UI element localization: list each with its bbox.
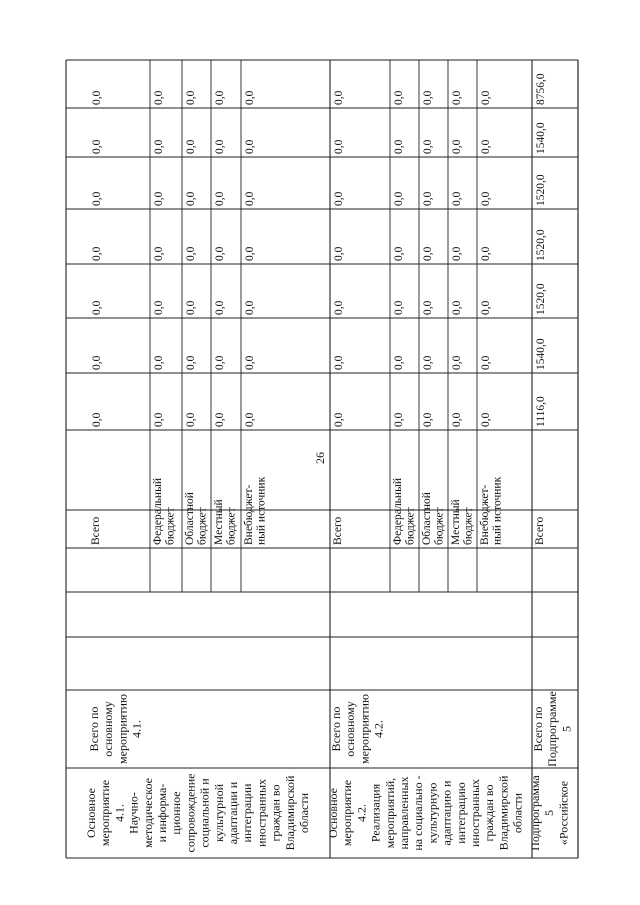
total-label-line: 4.1. bbox=[129, 720, 144, 738]
value-cell: 0,0 bbox=[91, 246, 103, 261]
measure-name-line: методическое bbox=[140, 778, 155, 848]
value-cell: 0,0 bbox=[153, 90, 165, 105]
value-cell: 0,0 bbox=[393, 191, 405, 206]
total-label-line: основному bbox=[343, 701, 358, 757]
value-cell: 0,0 bbox=[91, 355, 103, 370]
source-label-line: Областной bbox=[184, 492, 196, 545]
total-label-line: Всего по bbox=[87, 706, 101, 752]
value-cell: 0,0 bbox=[451, 300, 463, 315]
source-label-line: Местный bbox=[213, 499, 225, 545]
total-label-line: 5 bbox=[559, 726, 574, 732]
value-cell: 0,0 bbox=[393, 139, 405, 154]
measure-name-line: Подпрограмма bbox=[528, 775, 542, 851]
value-cell: 0,0 bbox=[422, 191, 434, 206]
table-text bbox=[84, 73, 573, 852]
value-cell: 1520,0 bbox=[535, 229, 547, 261]
measure-name-line: на социально - bbox=[411, 775, 426, 851]
measure-name-line: адаптацию и bbox=[439, 780, 454, 846]
value-cell: 0,0 bbox=[451, 355, 463, 370]
total-label-line: Подпрограмме bbox=[545, 691, 560, 767]
value-cell: 0,0 bbox=[393, 412, 405, 427]
value-cell: 0,0 bbox=[214, 139, 226, 154]
value-cell: 0,0 bbox=[153, 300, 165, 315]
measure-name-line: интеграцию bbox=[453, 782, 468, 844]
source-label-line: бюджет bbox=[225, 507, 238, 545]
value-cell: 1116,0 bbox=[535, 396, 547, 427]
value-cell: 0,0 bbox=[214, 90, 226, 105]
value-cell: 0,0 bbox=[451, 412, 463, 427]
measure-name-line: Научно- bbox=[126, 792, 141, 834]
value-cell: 0,0 bbox=[91, 412, 103, 427]
source-label-line: бюджет bbox=[196, 507, 209, 545]
measure-name-line: социальной и bbox=[197, 778, 212, 848]
total-label-line: Всего по bbox=[531, 706, 545, 752]
value-cell: 0,0 bbox=[480, 139, 492, 154]
value-cell: 0,0 bbox=[214, 355, 226, 370]
measure-name-line: граждан во bbox=[268, 784, 283, 842]
measure-name-line: 5 bbox=[542, 810, 557, 816]
value-cell: 0,0 bbox=[422, 412, 434, 427]
value-cell: 0,0 bbox=[333, 191, 345, 206]
measure-name-line: интеграции bbox=[240, 783, 255, 843]
source-label-line: Всего bbox=[90, 516, 102, 545]
measure-name-line: «Российское bbox=[556, 780, 571, 846]
value-cell: 1520,0 bbox=[535, 174, 547, 206]
source-label-line: Федеральный bbox=[152, 478, 164, 545]
value-cell: 0,0 bbox=[91, 191, 103, 206]
value-cell: 0,0 bbox=[185, 412, 197, 427]
value-cell: 0,0 bbox=[91, 90, 103, 105]
value-cell: 0,0 bbox=[244, 300, 256, 315]
source-label-line: Областной bbox=[421, 492, 433, 545]
value-cell: 0,0 bbox=[153, 139, 165, 154]
value-cell: 1520,0 bbox=[535, 283, 547, 315]
measure-name-line: Основное bbox=[326, 788, 340, 838]
value-cell: 0,0 bbox=[244, 246, 256, 261]
value-cell: 0,0 bbox=[185, 300, 197, 315]
value-cell: 0,0 bbox=[185, 191, 197, 206]
value-cell: 0,0 bbox=[214, 191, 226, 206]
value-cell: 0,0 bbox=[333, 412, 345, 427]
measure-name-line: ционное bbox=[169, 791, 184, 835]
measure-name-line: области bbox=[297, 792, 311, 834]
value-cell: 0,0 bbox=[480, 412, 492, 427]
value-cell: 0,0 bbox=[451, 90, 463, 105]
value-cell: 1540,0 bbox=[535, 122, 547, 154]
value-cell: 0,0 bbox=[480, 355, 492, 370]
value-cell: 0,0 bbox=[153, 355, 165, 370]
value-cell: 0,0 bbox=[244, 90, 256, 105]
source-label-line: Внебюджет- bbox=[243, 484, 255, 545]
value-cell: 0,0 bbox=[214, 300, 226, 315]
measure-name-line: мероприятий, bbox=[382, 777, 397, 849]
value-cell: 0,0 bbox=[480, 300, 492, 315]
source-label-line: Внебюджет- bbox=[479, 484, 491, 545]
measure-name-line: сопровождение bbox=[183, 773, 198, 853]
measure-name-line: иностранных bbox=[468, 778, 482, 848]
value-cell: 0,0 bbox=[153, 412, 165, 427]
value-cell: 0,0 bbox=[480, 246, 492, 261]
value-cell: 0,0 bbox=[480, 191, 492, 206]
source-label-line: Всего bbox=[332, 516, 344, 545]
measure-name-line: культурной bbox=[211, 783, 226, 843]
page-number-text: 26 bbox=[313, 452, 327, 464]
source-label-line: бюджет bbox=[404, 507, 417, 545]
measure-name-line: мероприятие bbox=[340, 779, 355, 847]
value-cell: 0,0 bbox=[393, 355, 405, 370]
measure-name-line: культурную bbox=[425, 782, 440, 844]
measure-name-line: иностранных bbox=[254, 778, 269, 848]
value-cell: 0,0 bbox=[451, 139, 463, 154]
measure-name-line: Владимирской bbox=[282, 775, 297, 851]
value-cell: 0,0 bbox=[333, 300, 345, 315]
value-cell: 0,0 bbox=[333, 139, 345, 154]
measure-name-line: Владимирской bbox=[496, 775, 511, 851]
source-label-line: бюджет bbox=[164, 507, 177, 545]
value-cell: 0,0 bbox=[422, 90, 434, 105]
value-cell: 0,0 bbox=[333, 246, 345, 261]
measure-name-line: мероприятие bbox=[98, 779, 113, 847]
value-cell: 0,0 bbox=[214, 412, 226, 427]
value-cell: 0,0 bbox=[451, 191, 463, 206]
value-cell: 0,0 bbox=[393, 246, 405, 261]
value-cell: 0,0 bbox=[153, 191, 165, 206]
value-cell: 0,0 bbox=[422, 246, 434, 261]
measure-name-line: Основное bbox=[84, 788, 98, 838]
measure-name-line: направленных bbox=[397, 776, 411, 850]
total-label-line: мероприятию bbox=[357, 694, 372, 764]
value-cell: 0,0 bbox=[91, 300, 103, 315]
total-label-line: 4.2. bbox=[371, 720, 386, 738]
source-label-line: Всего bbox=[534, 516, 546, 545]
source-label-line: ный источник bbox=[255, 476, 268, 545]
value-cell: 0,0 bbox=[422, 139, 434, 154]
value-cell: 0,0 bbox=[393, 300, 405, 315]
value-cell: 1540,0 bbox=[535, 338, 547, 370]
value-cell: 0,0 bbox=[185, 139, 197, 154]
source-label-line: бюджет bbox=[433, 507, 446, 545]
measure-name-line: и информа- bbox=[155, 783, 169, 843]
measure-name-line: 4.1. bbox=[112, 804, 127, 822]
value-cell: 0,0 bbox=[393, 90, 405, 105]
measure-name-line: Реализация bbox=[368, 783, 383, 843]
source-label-line: Местный bbox=[450, 499, 462, 545]
value-cell: 0,0 bbox=[451, 246, 463, 261]
value-cell: 0,0 bbox=[244, 355, 256, 370]
measure-name-line: 4.2. bbox=[354, 804, 369, 822]
value-cell: 0,0 bbox=[153, 246, 165, 261]
value-cell: 0,0 bbox=[480, 90, 492, 105]
value-cell: 0,0 bbox=[91, 139, 103, 154]
value-cell: 0,0 bbox=[185, 355, 197, 370]
value-cell: 0,0 bbox=[244, 412, 256, 427]
source-label-line: Федеральный bbox=[392, 478, 404, 545]
value-cell: 0,0 bbox=[214, 246, 226, 261]
value-cell: 0,0 bbox=[333, 355, 345, 370]
measure-name-line: области bbox=[510, 792, 525, 834]
measure-name-line: адаптации и bbox=[226, 781, 240, 845]
value-cell: 0,0 bbox=[244, 191, 256, 206]
total-label-line: основному bbox=[101, 701, 116, 757]
total-label-line: мероприятию bbox=[115, 694, 130, 764]
source-label-line: бюджет bbox=[462, 507, 475, 545]
value-cell: 0,0 bbox=[422, 355, 434, 370]
value-cell: 0,0 bbox=[185, 90, 197, 105]
value-cell: 0,0 bbox=[333, 90, 345, 105]
value-cell: 8756,0 bbox=[535, 73, 547, 105]
measure-name-line: граждан во bbox=[482, 784, 497, 842]
total-label-line: Всего по bbox=[329, 706, 343, 752]
value-cell: 0,0 bbox=[422, 300, 434, 315]
source-label-line: ный источник bbox=[491, 476, 504, 545]
value-cell: 0,0 bbox=[185, 246, 197, 261]
value-cell: 0,0 bbox=[244, 139, 256, 154]
